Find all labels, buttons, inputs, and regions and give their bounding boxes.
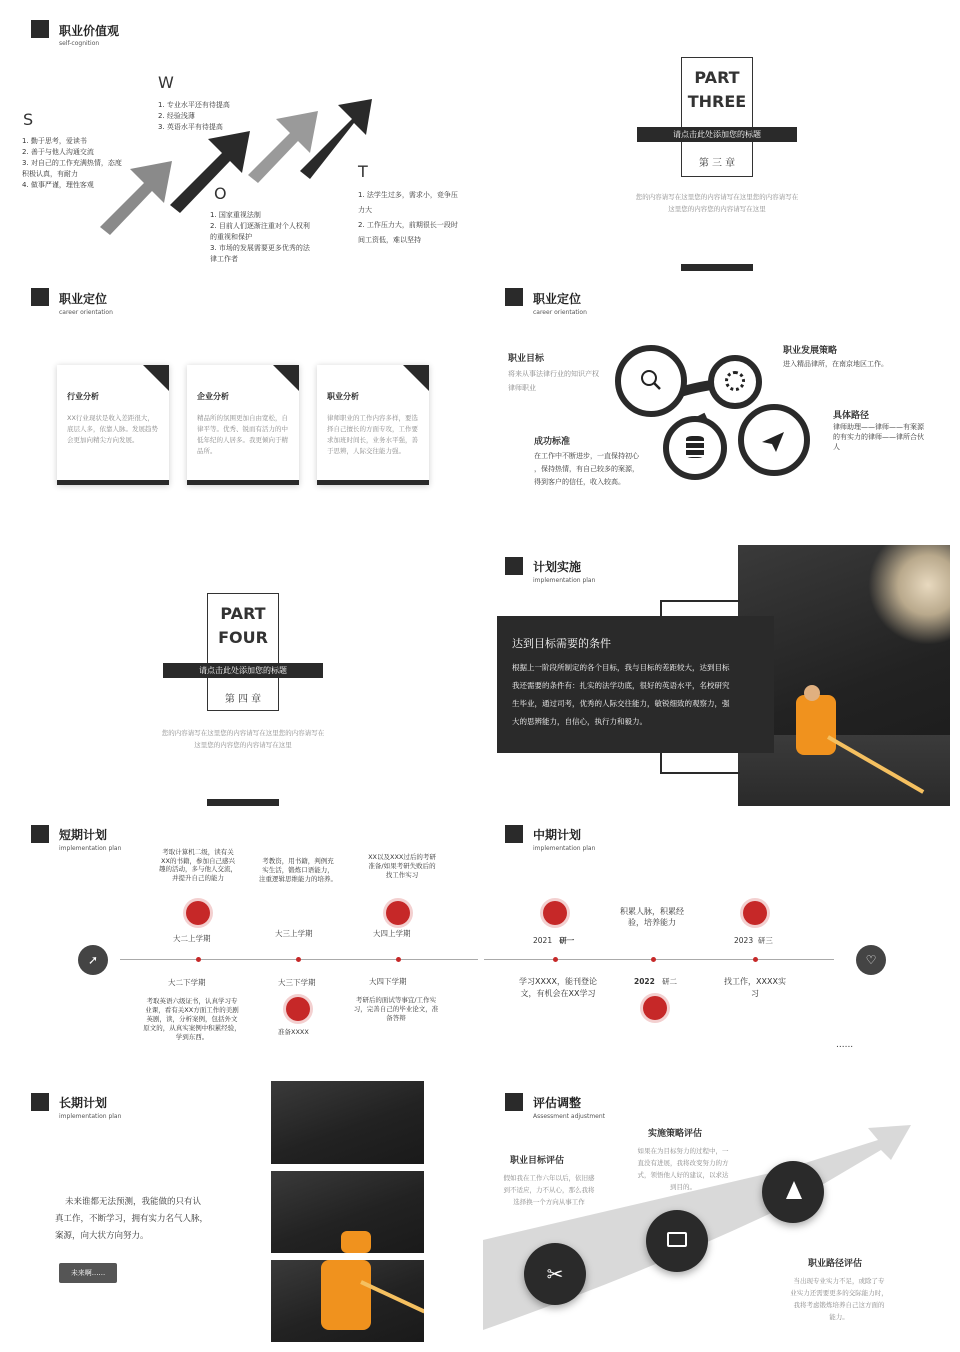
strategy-eval-title: 实施策略评估 <box>648 1129 703 1139</box>
card-body: 精品所的氛围更加自由宽松，自律平等。优秀、锐而有活力的中低年纪的人居多。我更倾向于精品所。 <box>197 414 288 455</box>
slide-subtitle: Assessment adjustment <box>533 1113 606 1120</box>
card-title: 职业分析 <box>327 392 359 401</box>
photo-strip <box>271 1171 424 1253</box>
swot-w-text: 1. 专业水平还有待提高 2. 经验浅薄 3. 英语水平有待提高 <box>158 101 230 131</box>
paper-plane-icon <box>744 410 804 470</box>
slide-title: 计划实施 <box>533 560 582 574</box>
flask-icon <box>386 901 410 925</box>
goal-body: 将来从事法律行业的知识产权 律师职业 <box>508 370 599 392</box>
chapter-label: 第 三 章 <box>698 158 736 169</box>
slide-subtitle: career orientation <box>533 309 587 316</box>
tools-icon: ✂ <box>524 1243 586 1305</box>
title-square-icon <box>31 20 49 38</box>
title-square-icon <box>505 557 523 575</box>
swot-letter-o: O <box>214 184 227 203</box>
swot-t-text: 1. 法学生过多，需求小，竞争压 力大 2. 工作压力大，前期很长一段时 间工资低，难以坚持 <box>358 191 458 244</box>
slide-subtitle: self-cognition <box>59 40 100 47</box>
timeline-tick <box>753 957 758 962</box>
plan-text: 考研后的面试等事宜/工作实 习，完善自己的毕业论文，准 备答辩 <box>353 996 439 1022</box>
term-label: 大三上学期 <box>275 929 313 938</box>
swot-o-text: 1. 国家重视法制 2. 目前人们逐渐注重对个人权利 的重视和保护 3. 市场的发展需要更多优秀的法 律工作者 <box>210 211 310 263</box>
plan-text: 找工作，XXXX实 习 <box>724 977 786 998</box>
term-label: 大二下学期 <box>168 978 206 987</box>
term-label: 大四上学期 <box>373 929 411 938</box>
timeline-tick <box>553 957 558 962</box>
future-button[interactable]: 未来啊...... <box>59 1263 117 1283</box>
swot-letter-t: T <box>358 162 368 181</box>
swot-letter-w: W <box>158 73 174 92</box>
slide-title: 短期计划 <box>59 828 108 842</box>
plan-text: 考取计算机二级，读有关 XX的书籍，参加自己感兴 趣的活动，多与他人交流， 并提升自己的能力 <box>159 848 237 882</box>
long-plan-text: 未来谁都无法预测，我能做的只有认 真工作，不断学习，拥有实力名气人脉， 案源，向大状方向努力。 <box>55 1197 209 1241</box>
photo-strip <box>271 1081 424 1164</box>
pen-icon <box>743 901 767 925</box>
worker-figure <box>321 1260 371 1330</box>
worker-figure <box>796 695 836 755</box>
title-square-icon <box>505 288 523 306</box>
swot-s-text: 1. 勤于思考，爱读书 2. 善于与他人沟通交流 3. 对自己的工作充满热情，态度 积极认真，有耐力 4. 做事严谨，理性客观 <box>22 137 122 189</box>
timeline-tick <box>296 957 301 962</box>
gear-icon <box>725 371 745 391</box>
card-title: 企业分析 <box>197 392 229 401</box>
slide-subtitle: career orientation <box>59 309 113 316</box>
briefcase-icon <box>646 1210 708 1272</box>
part-label: PART <box>220 604 266 623</box>
ellipsis: ...... <box>836 1040 854 1050</box>
path-body: 律师助理——律师——有案源 的有实力的律师——律所合伙 人 <box>833 423 924 451</box>
timeline-tick <box>651 957 656 962</box>
slide-title: 评估调整 <box>533 1096 582 1110</box>
slide-subtitle: implementation plan <box>59 845 122 852</box>
part-bar <box>207 799 279 806</box>
year-label: 2023 研三 <box>734 936 773 945</box>
flask-icon <box>762 1161 824 1223</box>
analysis-card <box>317 365 429 485</box>
term-label: 大四下学期 <box>369 977 407 986</box>
slide-title: 职业价值观 <box>59 24 120 38</box>
card-corner <box>143 365 169 391</box>
goal-eval-body: 假如我在工作六年以后，依旧感 到不适应，力不从心，那么我将 选择换一个方向从事工作 <box>503 1174 595 1206</box>
title-square-icon <box>505 825 523 843</box>
timeline-line <box>484 959 834 960</box>
path-ring <box>738 404 810 476</box>
goal-eval-title: 职业目标评估 <box>510 1156 565 1166</box>
cursor-icon[interactable]: ➚ <box>78 945 108 975</box>
term-label: 大二上学期 <box>173 934 211 943</box>
timeline-tick <box>196 957 201 962</box>
photo-strip <box>271 1260 424 1342</box>
goal-ring <box>615 345 687 417</box>
part-desc: 您的内容请写在这里您的内容请写在这里您的内容请写在 这里您的内容您的内容请写在这里 <box>635 193 799 213</box>
part-label: PART <box>694 68 740 87</box>
plan-text: 学习XXXX，能刊登论 文，有机会在XX学习 <box>519 977 597 998</box>
card-corner <box>273 365 299 391</box>
part-bar <box>681 264 753 271</box>
swot-letter-s: S <box>23 110 34 129</box>
standard-body: 在工作中不断进步，一直保持初心 ，保持热情，有自己较多的案源， 得到客户的信任，收入较高。 <box>534 452 639 486</box>
card-body: 律师职业的工作内容多样，要选择自己擅长的方面专攻，工作要求加班时间长，业务水平强，善于思辨，人际交往能力强。 <box>327 414 418 455</box>
slide-title: 中期计划 <box>533 828 582 842</box>
search-icon <box>621 351 681 411</box>
card-title: 行业分析 <box>67 392 99 401</box>
plan-text: 积累人脉，积累经 验，培养能力 <box>620 907 684 927</box>
standard-ring <box>663 416 727 480</box>
plan-text: XX以及XXX过后的考研 准备/如果考研失败后的 找工作实习 <box>368 853 436 879</box>
standard-title: 成功标准 <box>534 437 571 447</box>
slide-title: 职业定位 <box>533 292 582 306</box>
database-icon <box>686 436 704 458</box>
strategy-title: 职业发展策略 <box>783 346 838 356</box>
strategy-eval-body: 如果在为目标努力的过程中，一 直没有进展，我将改变努力的方 式，领悟他人好的建议，以求达 到目的。 <box>637 1147 729 1191</box>
slide-subtitle: implementation plan <box>59 1113 122 1120</box>
flask-icon <box>643 996 667 1020</box>
title-banner[interactable]: 请点击此处添加您的标题 <box>637 127 797 142</box>
title-square-icon <box>31 288 49 306</box>
title-square-icon <box>505 1093 523 1111</box>
timeline-tick <box>396 957 401 962</box>
dandelion <box>868 545 950 645</box>
path-title: 具体路径 <box>833 411 870 421</box>
slide-title: 职业定位 <box>59 292 108 306</box>
title-square-icon <box>31 1093 49 1111</box>
tools-icon <box>543 901 567 925</box>
strategy-ring <box>708 355 762 409</box>
condition-body: 根据上一阶段所制定的各个目标，我与目标的差距较大，达到目标 我还需要的条件有：扎实的法学功底，很好的英语水平，名校研究 生毕业，通过司考，优秀的人际交往能力，敏锐细致的观察力，强 大的思辨能力，自信心，执行力和毅力。 <box>512 663 730 726</box>
title-square-icon <box>31 825 49 843</box>
year-label: 2021 研一 <box>533 936 575 945</box>
slide-title: 长期计划 <box>59 1096 108 1110</box>
goal-title: 职业目标 <box>508 354 545 364</box>
worker-figure <box>341 1231 371 1253</box>
analysis-card <box>187 365 299 485</box>
heart-icon[interactable]: ♡ <box>856 945 886 975</box>
term-label: 大三下学期 <box>278 978 316 987</box>
plan-text: 考教资，用书籍，判例充 实生活，锻炼口语能力， 注重逻辑思维能力的培养。 <box>259 857 337 883</box>
year-label: 2022 研二 <box>634 977 678 986</box>
condition-title: 达到目标需要的条件 <box>512 637 611 650</box>
chapter-label: 第 四 章 <box>224 694 262 705</box>
part-desc: 您的内容请写在这里您的内容请写在这里您的内容请写在 这里您的内容您的内容请写在这里 <box>161 729 325 749</box>
tools-icon <box>186 901 210 925</box>
part-number: FOUR <box>218 628 268 647</box>
title-banner[interactable]: 请点击此处添加您的标题 <box>163 663 323 678</box>
card-corner <box>403 365 429 391</box>
crab-icon <box>286 997 310 1021</box>
plan-text: 准备XXXX <box>278 1028 309 1036</box>
part-number: THREE <box>687 92 747 111</box>
slide-subtitle: implementation plan <box>533 845 596 852</box>
card-body: XX行业现状是收入差距很大，底层人多，依靠人脉。发展趋势会更加向精尖方向发展。 <box>67 414 158 444</box>
slide-subtitle: implementation plan <box>533 577 596 584</box>
path-eval-body: 当出现专业实力不足，或除了专 业实力还需要更多的交际能力时， 我将考虑锻炼培养自己这方面的 能力。 <box>790 1277 888 1321</box>
path-eval-title: 职业路径评估 <box>808 1259 863 1269</box>
strategy-body: 进入精品律所，在南京地区工作。 <box>783 360 888 368</box>
analysis-card <box>57 365 169 485</box>
plan-text: 考取英语六级证书，认真学习专 业课，看有关XX方面工作的美剧 英剧，读，分析案例，包括外文 原文的，从真实案例中积累经验， 学到东西。 <box>143 997 241 1041</box>
